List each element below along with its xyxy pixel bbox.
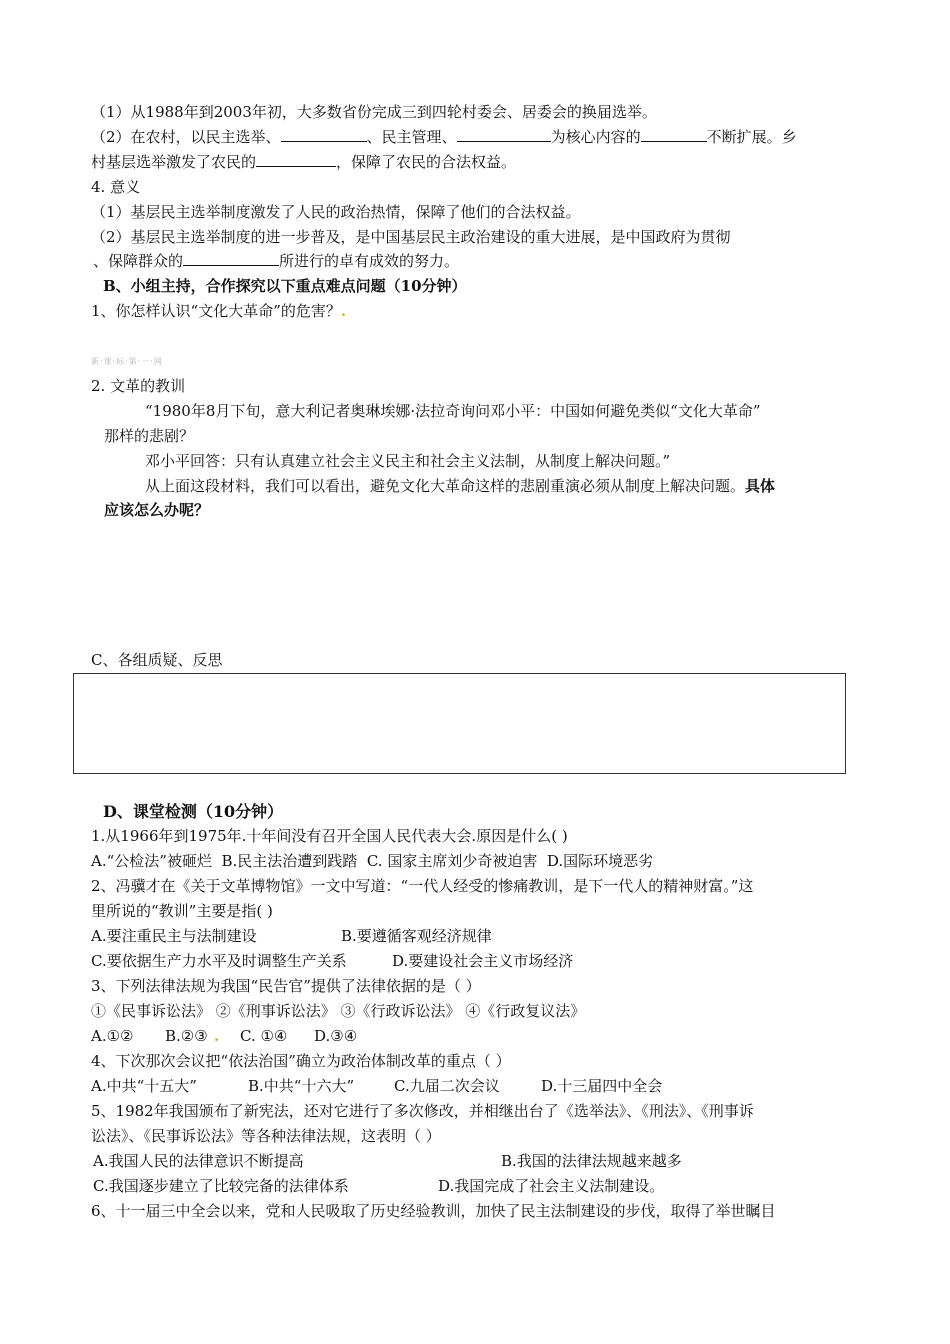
section-heading: 2. 文革的教训 (91, 377, 186, 395)
quote-line: 邓小平回答：只有认真建立社会主义民主和社会主义法制，从制度上解决问题。” (145, 452, 671, 470)
option[interactable]: D.我国完成了社会主义法制建设。 (438, 1177, 665, 1195)
option[interactable]: B.民主法治遭到践踏 (221, 852, 358, 870)
question: 5、1982年我国颁布了新宪法，还对它进行了多次修改，并相继出台了《选举法》、《刑法》、《刑事诉 (91, 1102, 754, 1120)
option[interactable]: B.我国的法律法规越来越多 (501, 1152, 682, 1170)
text-fragment: 为核心内容的 (550, 128, 641, 146)
question-text: 1、你怎样认识“文化大革命”的危害？ (91, 302, 341, 320)
quote-line: 那样的悲剧？ (104, 427, 195, 445)
option[interactable]: D.③④ (314, 1027, 358, 1045)
option[interactable]: A.中共“十五大” (91, 1077, 197, 1095)
section-heading: 4. 意义 (91, 178, 141, 196)
question: 3、下列法律法规为我国“民告官”提供了法律依据的是（ ） (91, 977, 481, 995)
question: 里所说的“教训”主要是指( ) (91, 902, 273, 920)
text-fragment: 村基层选举激发了农民的 (91, 153, 257, 171)
question: 讼法》、《民事诉讼法》等各种法律法规，这表明（ ） (91, 1127, 441, 1145)
text-fragment: 、民主管理、 (366, 128, 457, 146)
option[interactable]: D.国际环境恶劣 (546, 852, 654, 870)
option[interactable]: A.①② (91, 1027, 134, 1045)
option[interactable]: C. ①④ (240, 1027, 288, 1045)
option[interactable]: C.九届二次会议 (394, 1077, 500, 1095)
text-line (91, 127, 797, 147)
bold-fragment: 具体 (745, 477, 776, 495)
option[interactable]: D.要建设社会主义市场经济 (392, 952, 574, 970)
option[interactable]: B.中共“十六大” (248, 1077, 355, 1095)
text-fragment: 所进行的卓有成效的努力。 (279, 252, 460, 270)
answer-box[interactable] (73, 673, 846, 774)
text-fragment: 从上面这段材料，我们可以看出，避免文化大革命这样的悲剧重演必须从制度上解决问题。 (145, 477, 746, 495)
text-line: （1）从1988年到2003年初，大多数省份完成三到四轮村委会、居委会的换届选举。 (91, 103, 657, 121)
option[interactable]: A.“公检法”被砸烂 (91, 852, 212, 870)
question: 6、十一届三中全会以来，党和人民吸取了历史经验教训，加快了民主法制建设的步伐，取得了举世瞩目 (91, 1202, 776, 1220)
section-title: C、各组质疑、反思 (91, 651, 223, 669)
text-line: 应该怎么办呢？ (104, 501, 210, 519)
option[interactable]: D.十三届四中全会 (541, 1077, 663, 1095)
dot-mark: . (340, 302, 347, 320)
section-title: D、课堂检测（10分钟） (103, 802, 284, 821)
text-fragment: 不断扩展。乡 (706, 128, 797, 146)
option[interactable]: C.我国逐步建立了比较完备的法律体系 (93, 1177, 349, 1195)
options-row (91, 851, 653, 871)
fill-blank[interactable] (457, 127, 551, 142)
question: 1.从1966年到1975年.十年间没有召开全国人民代表大会.原因是什么( ) (91, 827, 568, 845)
text-fragment: （2）在农村，以民主选举、 (91, 128, 281, 146)
fill-blank[interactable] (281, 127, 367, 142)
text-line (93, 251, 459, 271)
text-fragment: 、保障群众的 (93, 252, 184, 270)
option[interactable]: C. 国家主席刘少奇被迫害 (366, 852, 538, 870)
question: 2、冯骥才在《关于文革博物馆》一文中写道：“一代人经受的惨痛教训，是下一代人的精神财富。”这 (91, 877, 754, 895)
text-fragment: ，保障了农民的合法权益。 (336, 153, 517, 171)
dot-mark: . (214, 1027, 220, 1045)
watermark: 新·课·标·第·一·网 (91, 357, 163, 366)
option[interactable]: A.我国人民的法律意识不断提高 (93, 1152, 304, 1170)
fill-blank[interactable] (256, 152, 336, 167)
option[interactable]: B.要遵循客观经济规律 (341, 927, 492, 945)
question-items: ①《民事诉讼法》 ②《刑事诉讼法》 ③《行政诉讼法》 ④《行政复议法》 (91, 1002, 586, 1020)
section-title: B、小组主持，合作探究以下重点难点问题（10分钟） (103, 277, 467, 295)
question (91, 301, 346, 321)
text-line: （1）基层民主选举制度激发了人民的政治热情，保障了他们的合法权益。 (91, 203, 581, 221)
text-line (91, 152, 516, 172)
option[interactable]: A.要注重民主与法制建设 (91, 927, 257, 945)
text-line (145, 476, 775, 496)
fill-blank[interactable] (183, 251, 279, 266)
text-line: （2）基层民主选举制度的进一步普及，是中国基层民主政治建设的重大进展，是中国政府为贯彻 (91, 228, 731, 246)
fill-blank[interactable] (641, 127, 707, 142)
option[interactable]: B.②③ (165, 1027, 208, 1045)
quote-line: “1980年8月下旬，意大利记者奥琳埃娜·法拉奇询问邓小平：中国如何避免类似“文化大革命” (145, 402, 761, 420)
question: 4、下次那次会议把“依法治国”确立为政治体制改革的重点（ ） (91, 1052, 511, 1070)
option[interactable]: C.要依据生产力水平及时调整生产关系 (91, 952, 347, 970)
